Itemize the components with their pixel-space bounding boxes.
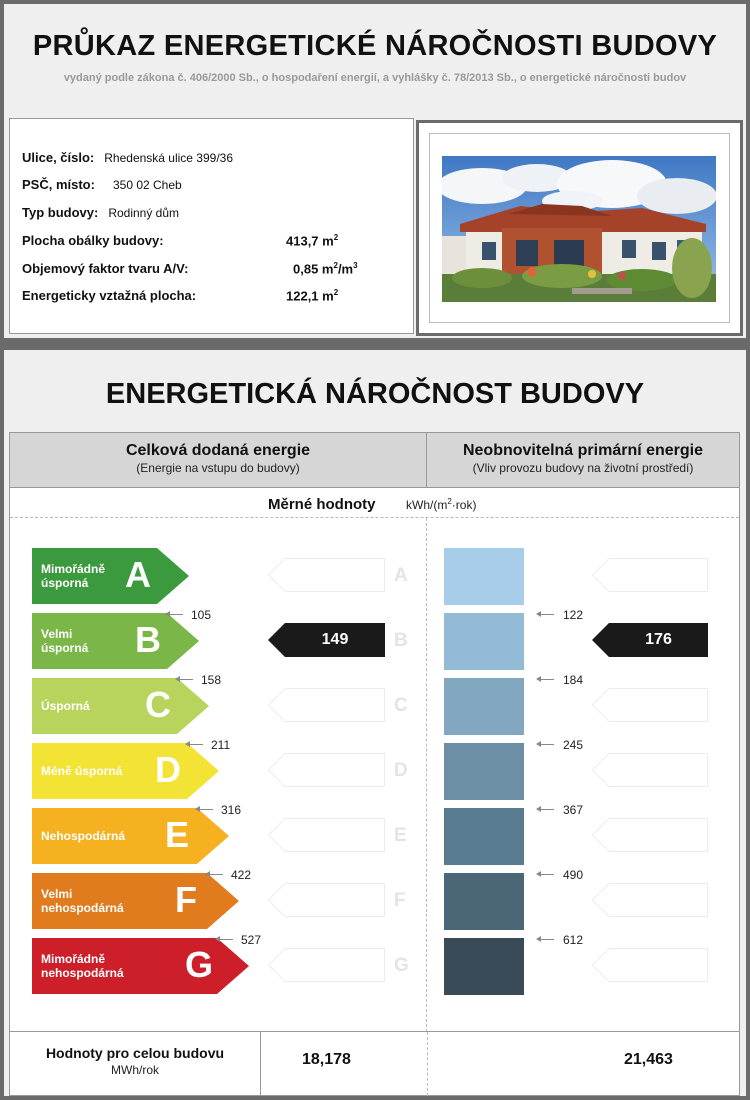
left-threshold-arrow-3 bbox=[199, 809, 213, 810]
column-divider bbox=[426, 518, 427, 1032]
class-letter-a: A bbox=[125, 554, 151, 595]
delivered-energy-subtitle: (Energie na vstupu do budovy) bbox=[136, 461, 300, 475]
building-photo-frame bbox=[416, 120, 743, 336]
ghost-marker-left-d bbox=[268, 753, 385, 787]
ghost-letter-b: B bbox=[394, 630, 408, 651]
class-letter-c: C bbox=[145, 684, 171, 725]
primary-bar-f bbox=[444, 873, 524, 930]
primary-energy-title: Neobnovitelná primární energie bbox=[462, 442, 704, 459]
left-threshold-4: 422 bbox=[231, 868, 252, 882]
class-name-e: Nehospodárná bbox=[41, 829, 126, 843]
left-threshold-3: 316 bbox=[221, 803, 242, 817]
ghost-marker-right-g bbox=[592, 948, 708, 982]
energy-section-title: ENERGETICKÁ NÁROČNOST BUDOVY bbox=[105, 378, 645, 410]
class-name-d: Méně úsporná bbox=[41, 764, 123, 778]
whole-building-row bbox=[10, 1031, 739, 1095]
ghost-marker-shape-right-c bbox=[593, 689, 708, 722]
whole-building-delivered-value: 18,178 bbox=[302, 1051, 351, 1068]
class-name-f: Velmi nehospodárná bbox=[41, 887, 124, 915]
specific-values-title: Měrné hodnoty bbox=[268, 496, 376, 513]
right-threshold-1: 184 bbox=[563, 673, 584, 687]
ghost-marker-right-e bbox=[592, 818, 708, 852]
left-threshold-1: 158 bbox=[201, 673, 222, 687]
class-letter-b: B bbox=[135, 619, 161, 660]
class-name-g: Mimořádně nehospodárná bbox=[41, 952, 124, 980]
class-arrow-e bbox=[32, 808, 229, 864]
left-threshold-2: 211 bbox=[211, 738, 231, 752]
right-threshold-3: 367 bbox=[563, 803, 584, 817]
class-name-c: Úsporná bbox=[41, 699, 90, 713]
envelope-label: Plocha obálky budovy: bbox=[22, 233, 164, 248]
ghost-marker-shape-left-c bbox=[269, 689, 385, 722]
class-arrow-c bbox=[32, 678, 209, 734]
class-arrow-a bbox=[32, 548, 189, 604]
street-value: Rhedenská ulice 399/36 bbox=[104, 151, 234, 165]
ghost-letter-g: G bbox=[394, 955, 409, 976]
ghost-letter-d: D bbox=[394, 760, 408, 781]
right-threshold-5: 612 bbox=[563, 933, 584, 947]
street-label: Ulice, číslo: bbox=[22, 150, 95, 165]
right-threshold-arrow-5 bbox=[540, 939, 554, 940]
right-threshold-arrow-0 bbox=[540, 614, 554, 615]
ghost-marker-shape-left-f bbox=[269, 884, 385, 917]
left-threshold-arrow-2 bbox=[189, 744, 203, 745]
zip-value: 350 02 Cheb bbox=[112, 178, 182, 192]
ghost-marker-shape-right-f bbox=[593, 884, 708, 917]
reference-area-value: 122,1 $m^2$ bbox=[286, 288, 339, 304]
primary-bar-e bbox=[444, 808, 524, 865]
ghost-marker-left-c bbox=[268, 688, 385, 722]
ghost-marker-right-f bbox=[592, 883, 708, 917]
class-letter-d: D bbox=[155, 749, 181, 790]
ghost-letter-f: F bbox=[394, 890, 406, 911]
whole-building-label: Hodnoty pro celou budovu bbox=[45, 1045, 225, 1061]
left-threshold-5: 527 bbox=[241, 933, 262, 947]
zip-label: PSČ, místo: bbox=[22, 177, 95, 192]
ghost-marker-left-f bbox=[268, 883, 385, 917]
ghost-marker-shape-right-a bbox=[593, 559, 708, 592]
whole-building-unit: MWh/rok bbox=[111, 1063, 159, 1077]
ghost-marker-shape-left-g bbox=[269, 949, 385, 982]
ghost-marker-shape-left-a bbox=[269, 559, 385, 592]
class-name-a: Mimořádně úsporná bbox=[41, 562, 106, 590]
right-threshold-2: 245 bbox=[563, 738, 584, 752]
ghost-marker-shape-left-d bbox=[269, 754, 385, 787]
primary-bar-g bbox=[444, 938, 524, 995]
ghost-marker-shape-right-e bbox=[593, 819, 708, 852]
street-row bbox=[22, 150, 233, 165]
zip-row bbox=[22, 177, 182, 192]
footer-divider bbox=[260, 1032, 261, 1096]
primary-bar-c bbox=[444, 678, 524, 735]
right-value-marker bbox=[592, 623, 708, 657]
ghost-marker-right-c bbox=[592, 688, 708, 722]
left-threshold-arrow-4 bbox=[209, 874, 223, 875]
primary-energy-subtitle: (Vliv provozu budovy na životní prostředí) bbox=[472, 461, 694, 475]
envelope-value: 413,7 $m^2$ bbox=[286, 233, 339, 249]
delivered-energy-header bbox=[10, 433, 427, 488]
ghost-marker-right-d bbox=[592, 753, 708, 787]
certificate-subtitle: vydaný podle zákona č. 406/2000 Sb., o hospodaření energií, a vyhlášky č. 78/2013 Sb., o energetické náročnosti budov bbox=[63, 72, 687, 84]
shape-factor-label: Objemový faktor tvaru A/V: bbox=[22, 261, 189, 276]
type-value: Rodinný dům bbox=[108, 206, 180, 220]
primary-energy-header bbox=[427, 433, 739, 488]
primary-bar-b bbox=[444, 613, 524, 670]
ghost-marker-left-a bbox=[268, 558, 385, 592]
class-name-b: Velmi úsporná bbox=[41, 627, 89, 655]
ghost-marker-left-g bbox=[268, 948, 385, 982]
class-arrow-f bbox=[32, 873, 239, 929]
whole-building-primary-value: 21,463 bbox=[624, 1051, 673, 1068]
type-label: Typ budovy: bbox=[22, 205, 99, 220]
class-letter-f: F bbox=[175, 879, 197, 920]
class-letter-g: G bbox=[185, 944, 214, 985]
class-arrow-g bbox=[32, 938, 249, 994]
ghost-marker-right-a bbox=[592, 558, 708, 592]
left-threshold-arrow-5 bbox=[219, 939, 233, 940]
ghost-marker-shape-left-e bbox=[269, 819, 385, 852]
reference-area-label: Energeticky vztažná plocha: bbox=[22, 288, 197, 303]
right-value-marker-text: 176 bbox=[645, 631, 672, 648]
class-arrow-d bbox=[32, 743, 219, 799]
class-letter-e: E bbox=[165, 814, 190, 855]
left-value-marker-text: 149 bbox=[321, 631, 349, 648]
building-info-box bbox=[9, 118, 414, 334]
type-row bbox=[22, 205, 179, 220]
left-threshold-0: 105 bbox=[191, 608, 212, 622]
ghost-letter-e: E bbox=[394, 825, 407, 846]
right-threshold-arrow-4 bbox=[540, 874, 554, 875]
right-threshold-0: 122 bbox=[563, 608, 584, 622]
delivered-energy-title: Celková dodaná energie bbox=[125, 442, 311, 459]
shape-factor-value: 0,85 $m^2/m^3$ bbox=[293, 261, 358, 277]
footer-column-divider bbox=[427, 1032, 428, 1096]
specific-values-row bbox=[10, 488, 739, 518]
right-threshold-arrow-2 bbox=[540, 744, 554, 745]
primary-bar-d bbox=[444, 743, 524, 800]
right-threshold-4: 490 bbox=[563, 868, 584, 882]
left-threshold-arrow-1 bbox=[179, 679, 193, 680]
left-threshold-arrow-0 bbox=[169, 614, 183, 615]
ghost-letter-a: A bbox=[394, 565, 408, 586]
right-threshold-arrow-3 bbox=[540, 809, 554, 810]
specific-values-unit: kWh/$(m^2\cdot rok)$ bbox=[406, 497, 477, 512]
ghost-marker-shape-right-g bbox=[593, 949, 708, 982]
ghost-letter-c: C bbox=[394, 695, 408, 716]
ghost-marker-shape-right-d bbox=[593, 754, 708, 787]
class-arrow-b bbox=[32, 613, 199, 669]
building-photo bbox=[429, 133, 730, 323]
certificate-title: PRŮKAZ ENERGETICKÉ NÁROČNOSTI BUDOVY bbox=[32, 30, 718, 62]
left-value-marker bbox=[268, 623, 385, 657]
right-threshold-arrow-1 bbox=[540, 679, 554, 680]
primary-bar-a bbox=[444, 548, 524, 605]
ghost-marker-left-e bbox=[268, 818, 385, 852]
